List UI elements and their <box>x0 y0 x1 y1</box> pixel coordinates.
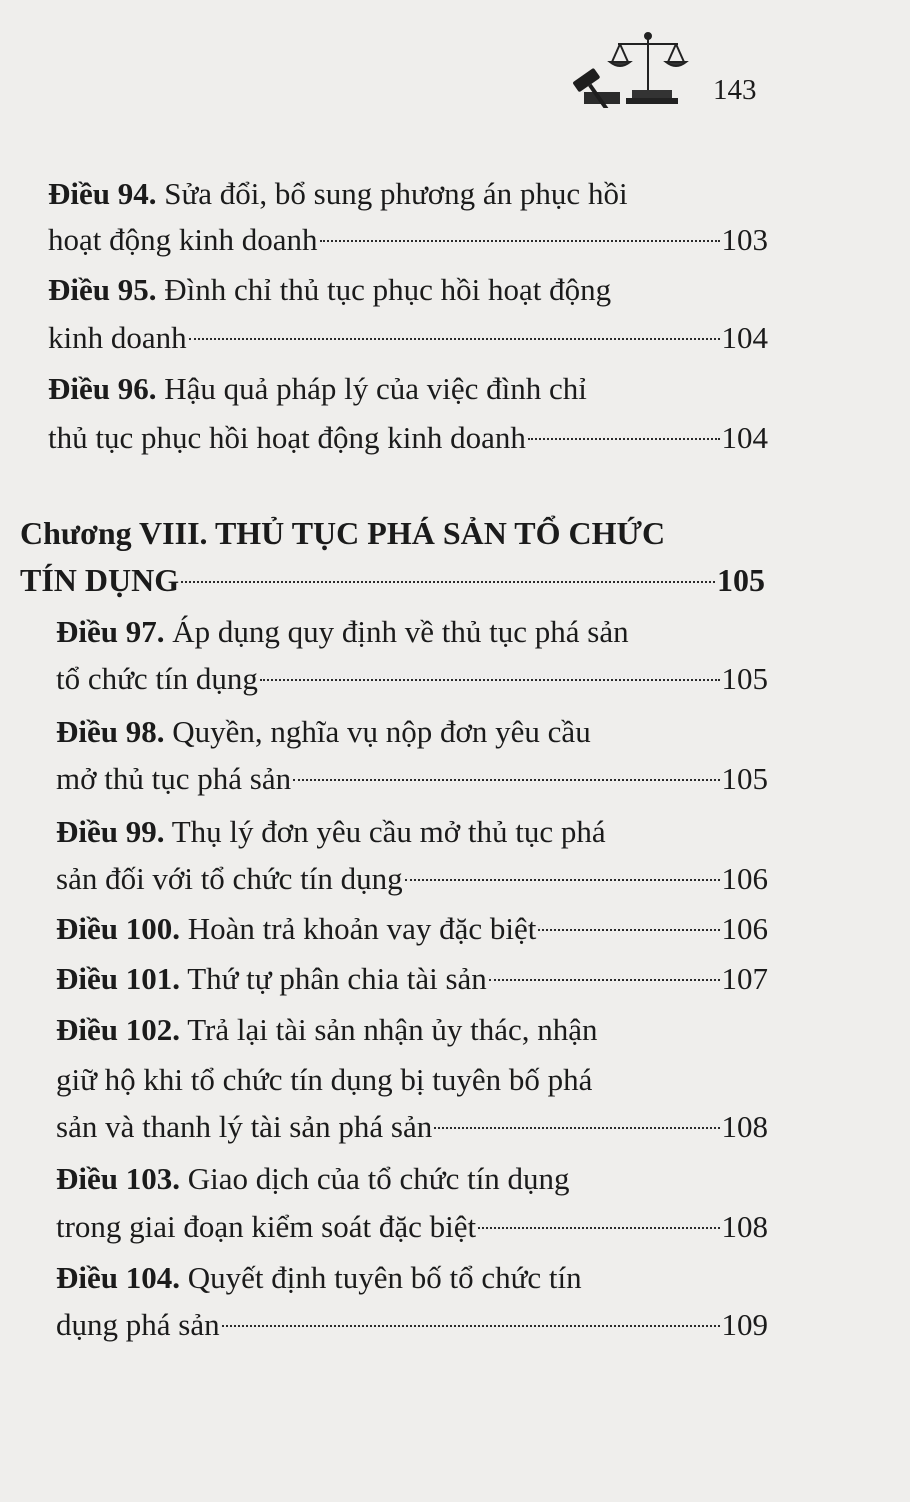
page-ref: 109 <box>721 1307 768 1342</box>
dot-leader <box>489 979 720 981</box>
toc-entry-102-line2[interactable] <box>56 1058 768 1102</box>
entry-title-cont: dụng phá sản <box>56 1307 220 1342</box>
entry-title-cont: kinh doanh <box>48 320 187 355</box>
entry-title: Đình chỉ thủ tục phục hồi hoạt động <box>156 272 612 307</box>
article-label: Điều 103. <box>56 1161 180 1196</box>
article-label: Điều 94. <box>48 176 157 211</box>
entry-title-cont: trong giai đoạn kiểm soát đặc biệt <box>56 1209 477 1244</box>
dot-leader <box>320 240 720 242</box>
toc-entry-103-line1[interactable] <box>56 1157 768 1201</box>
toc-entry-94-line2[interactable] <box>48 218 768 262</box>
article-label: Điều 95. <box>48 272 157 307</box>
page-number: 143 <box>713 74 757 106</box>
dot-leader <box>434 1127 719 1129</box>
entry-title: Thứ tự phân chia tài sản <box>180 961 487 996</box>
toc-entry-96-line1[interactable] <box>48 367 768 411</box>
page-ref: 105 <box>721 661 768 696</box>
entry-title-cont: tổ chức tín dụng <box>56 661 258 696</box>
toc-entry-98-line2[interactable] <box>56 757 768 801</box>
article-label: Điều 101. <box>56 961 180 996</box>
page-ref: 108 <box>721 1209 768 1244</box>
chapter-title: Chương VIII. THỦ TỤC PHÁ SẢN TỔ CHỨC <box>20 515 666 551</box>
entry-title-cont: mở thủ tục phá sản <box>56 761 292 796</box>
article-label: Điều 102. <box>56 1012 180 1047</box>
entry-title-cont: sản đối với tổ chức tín dụng <box>56 861 403 896</box>
toc-entry-104-line1[interactable] <box>56 1256 768 1300</box>
toc-entry-94-line1[interactable] <box>48 172 768 216</box>
entry-title-cont: thủ tục phục hồi hoạt động kinh doanh <box>48 420 526 455</box>
entry-title: Sửa đổi, bổ sung phương án phục hồi <box>156 176 628 211</box>
page-ref: 103 <box>721 222 768 257</box>
page-ref: 105 <box>717 562 765 598</box>
toc-entry-102-line3[interactable] <box>56 1105 768 1149</box>
article-label: Điều 96. <box>48 371 157 406</box>
entry-title-cont: hoạt động kinh doanh <box>48 222 318 257</box>
page-ref: 104 <box>721 420 768 455</box>
page-ref: 106 <box>721 861 768 896</box>
dot-leader <box>293 779 719 781</box>
page-ref: 108 <box>721 1109 768 1144</box>
entry-title: Trả lại tài sản nhận ủy thác, nhận <box>180 1012 598 1047</box>
article-label: Điều 97. <box>56 614 165 649</box>
article-label: Điều 99. <box>56 814 165 849</box>
toc-entry-100[interactable] <box>56 907 768 951</box>
dot-leader <box>538 929 719 931</box>
dot-leader <box>260 679 720 681</box>
dot-leader <box>478 1227 719 1229</box>
entry-title: Quyền, nghĩa vụ nộp đơn yêu cầu <box>164 714 591 749</box>
entry-title: Giao dịch của tổ chức tín dụng <box>180 1161 570 1196</box>
toc-entry-102-line1[interactable] <box>56 1008 768 1052</box>
toc-entry-103-line2[interactable] <box>56 1205 768 1249</box>
page-ref: 105 <box>721 761 768 796</box>
toc-entry-101[interactable] <box>56 957 768 1001</box>
toc-chapter-8-line2[interactable] <box>20 558 765 602</box>
entry-title: Quyết định tuyên bố tổ chức tín <box>180 1260 582 1295</box>
page-ref: 106 <box>721 911 768 946</box>
article-label: Điều 98. <box>56 714 165 749</box>
toc-entry-99-line2[interactable] <box>56 857 768 901</box>
toc-entry-98-line1[interactable] <box>56 710 768 754</box>
toc-chapter-8-line1[interactable] <box>20 511 765 555</box>
toc-entry-99-line1[interactable] <box>56 810 768 854</box>
justice-scales-gavel-icon <box>560 28 690 108</box>
toc-entry-95-line1[interactable] <box>48 268 768 312</box>
entry-title: Thụ lý đơn yêu cầu mở thủ tục phá <box>164 814 606 849</box>
entry-title: Hậu quả pháp lý của việc đình chỉ <box>156 371 587 406</box>
article-label: Điều 100. <box>56 911 180 946</box>
dot-leader <box>405 879 720 881</box>
entry-title-cont: sản và thanh lý tài sản phá sản <box>56 1109 433 1144</box>
dot-leader <box>528 438 720 440</box>
entry-title-cont: giữ hộ khi tổ chức tín dụng bị tuyên bố phá <box>56 1062 593 1097</box>
page-ref: 104 <box>721 320 768 355</box>
dot-leader <box>222 1325 720 1327</box>
page-ref: 107 <box>721 961 768 996</box>
toc-entry-96-line2[interactable] <box>48 416 768 460</box>
article-label: Điều 104. <box>56 1260 180 1295</box>
toc-entry-95-line2[interactable] <box>48 316 768 360</box>
toc-entry-97-line1[interactable] <box>56 610 768 654</box>
toc-entry-97-line2[interactable] <box>56 657 768 701</box>
entry-title: Áp dụng quy định về thủ tục phá sản <box>164 614 629 649</box>
toc-entry-104-line2[interactable] <box>56 1303 768 1347</box>
dot-leader <box>181 581 715 583</box>
chapter-title-cont: TÍN DỤNG <box>20 562 180 598</box>
entry-title: Hoàn trả khoản vay đặc biệt <box>180 911 537 946</box>
dot-leader <box>189 338 720 340</box>
